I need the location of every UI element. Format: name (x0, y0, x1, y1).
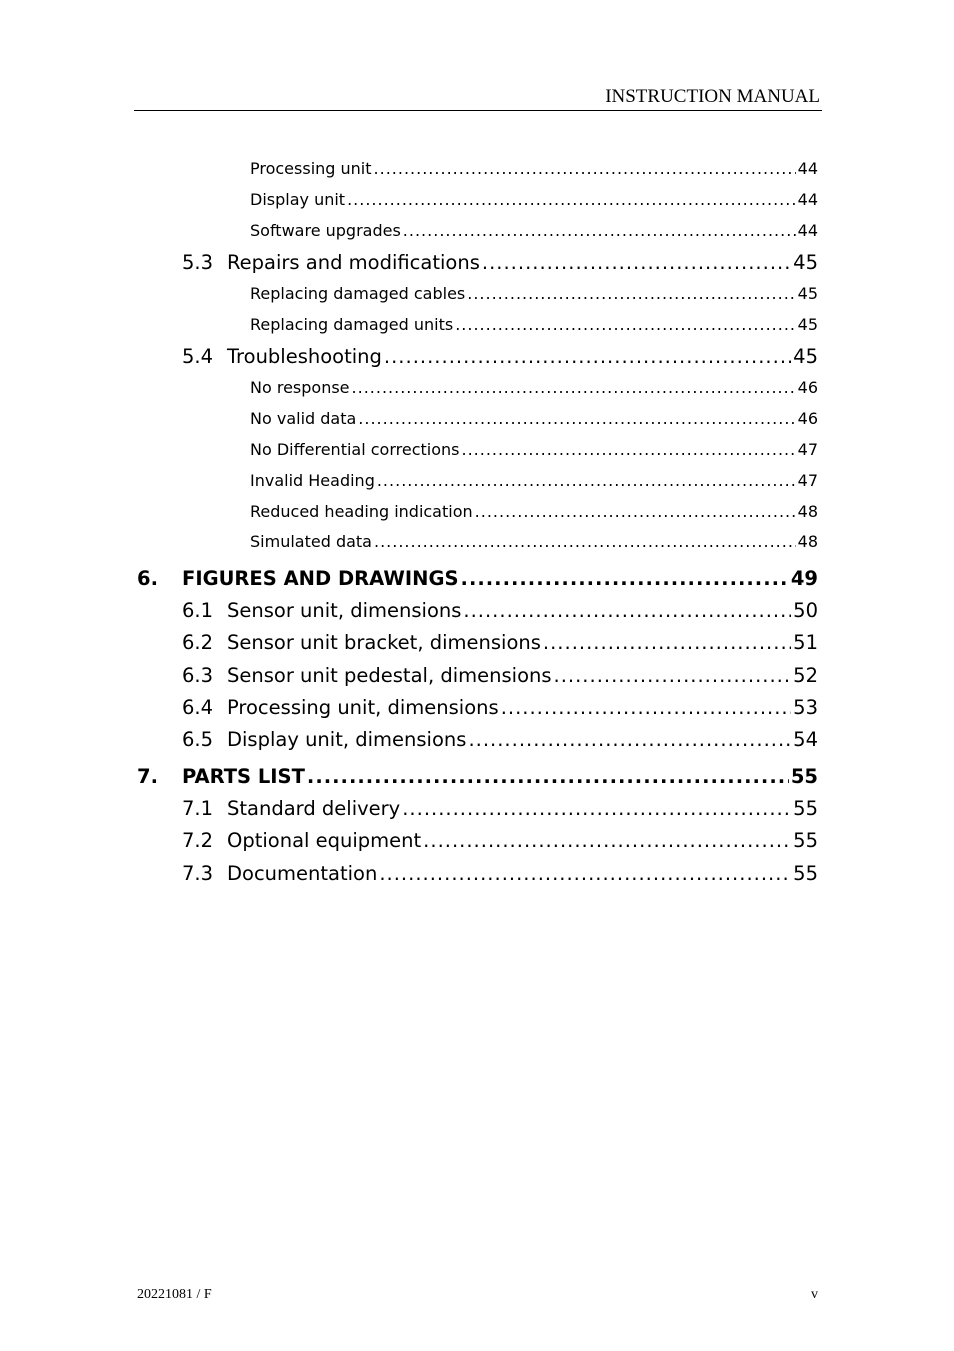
toc-entry-page: 46 (797, 378, 818, 397)
toc-entry-number: 6.2 (182, 631, 214, 654)
toc-entry[interactable] (182, 696, 818, 719)
toc-entry-page: 47 (797, 440, 818, 459)
dot-leader (377, 471, 796, 490)
dot-leader (307, 765, 789, 788)
toc-entry[interactable] (182, 251, 818, 274)
toc-entry[interactable] (250, 532, 818, 551)
toc-entry-page: 51 (793, 631, 818, 654)
dot-leader (475, 502, 796, 521)
toc-entry-page: 48 (797, 532, 818, 551)
toc-entry-number: 6.1 (182, 599, 214, 622)
dot-leader (455, 315, 795, 334)
document-number: 20221081 / F (137, 1287, 212, 1302)
toc-entry-title: Documentation (227, 862, 378, 885)
toc-entry-number: 6. (137, 567, 158, 590)
toc-entry-title: Simulated data (250, 532, 372, 551)
dot-leader (403, 221, 796, 240)
toc-entry-page: 54 (793, 728, 818, 751)
running-header: INSTRUCTION MANUAL (605, 86, 820, 107)
toc-entry-title: Reduced heading indication (250, 502, 473, 521)
toc-entry-title: Replacing damaged cables (250, 284, 466, 303)
dot-leader (374, 532, 796, 551)
dot-leader (423, 829, 791, 852)
dot-leader (352, 378, 796, 397)
dot-leader (402, 797, 791, 820)
toc-entry-title: PARTS LIST (182, 765, 305, 788)
toc-entry-number: 6.4 (182, 696, 214, 719)
dot-leader (461, 567, 789, 590)
toc-entry[interactable] (182, 829, 818, 852)
toc-entry[interactable] (250, 159, 818, 178)
dot-leader (379, 862, 791, 885)
dot-leader (463, 599, 791, 622)
toc-entry[interactable] (182, 599, 818, 622)
toc-entry-title: Repairs and modifications (227, 251, 480, 274)
dot-leader (467, 284, 795, 303)
toc-entry-page: 45 (793, 251, 818, 274)
toc-entry[interactable] (182, 728, 818, 751)
toc-entry-page: 44 (797, 159, 818, 178)
toc-entry-number: 7.1 (182, 797, 214, 820)
toc-entry-title: Software upgrades (250, 221, 401, 240)
toc-entry[interactable] (182, 631, 818, 654)
toc-entry[interactable] (250, 221, 818, 240)
toc-entry-title: No response (250, 378, 350, 397)
toc-entry-title: Processing unit, dimensions (227, 696, 499, 719)
toc-entry-title: Sensor unit, dimensions (227, 599, 462, 622)
toc-chapter-entry[interactable] (137, 567, 818, 590)
toc-entry-page: 55 (793, 862, 818, 885)
toc-entry-title: Troubleshooting (227, 345, 382, 368)
toc-entry[interactable] (250, 284, 818, 303)
dot-leader (482, 251, 791, 274)
toc-entry-title: Invalid Heading (250, 471, 375, 490)
toc-entry-page: 44 (797, 221, 818, 240)
toc-entry-page: 50 (793, 599, 818, 622)
toc-entry-number: 6.3 (182, 664, 214, 687)
toc-entry-page: 47 (797, 471, 818, 490)
toc-entry[interactable] (182, 797, 818, 820)
toc-entry-title: No valid data (250, 409, 357, 428)
toc-entry-title: Standard delivery (227, 797, 401, 820)
dot-leader (374, 159, 796, 178)
toc-entry-title: Optional equipment (227, 829, 422, 852)
toc-entry-title: Sensor unit bracket, dimensions (227, 631, 541, 654)
toc-entry[interactable] (250, 502, 818, 521)
toc-entry[interactable] (250, 190, 818, 209)
toc-entry-number: 7.3 (182, 862, 214, 885)
dot-leader (347, 190, 796, 209)
toc-chapter-entry[interactable] (137, 765, 818, 788)
toc-entry-title: Display unit (250, 190, 346, 209)
toc-entry[interactable] (182, 862, 818, 885)
toc-entry-page: 55 (790, 765, 818, 788)
toc-entry-page: 46 (797, 409, 818, 428)
toc-entry-number: 7. (137, 765, 158, 788)
toc-entry-number: 6.5 (182, 728, 214, 751)
toc-entry-page: 55 (793, 829, 818, 852)
toc-entry[interactable] (182, 345, 818, 368)
toc-entry[interactable] (250, 471, 818, 490)
toc-entry-number: 7.2 (182, 829, 214, 852)
toc-entry-page: 53 (793, 696, 818, 719)
toc-entry-page: 45 (797, 284, 818, 303)
dot-leader (358, 409, 795, 428)
toc-entry-title: Processing unit (250, 159, 372, 178)
toc-entry-page: 44 (797, 190, 818, 209)
toc-entry-title: No Differential corrections (250, 440, 460, 459)
toc-entry-title: Display unit, dimensions (227, 728, 467, 751)
dot-leader (461, 440, 795, 459)
toc-entry-page: 55 (793, 797, 818, 820)
toc-entry-title: Replacing damaged units (250, 315, 454, 334)
toc-entry-number: 5.4 (182, 345, 214, 368)
toc-entry-title: FIGURES AND DRAWINGS (182, 567, 459, 590)
dot-leader (384, 345, 791, 368)
toc-entry[interactable] (250, 315, 818, 334)
toc-entry-page: 45 (793, 345, 818, 368)
toc-entry-page: 52 (793, 664, 818, 687)
toc-entry-page: 45 (797, 315, 818, 334)
dot-leader (468, 728, 791, 751)
dot-leader (554, 664, 792, 687)
header-rule (134, 110, 822, 111)
toc-entry[interactable] (250, 378, 818, 397)
toc-entry[interactable] (182, 664, 818, 687)
toc-entry-page: 49 (790, 567, 818, 590)
toc-entry-title: Sensor unit pedestal, dimensions (227, 664, 552, 687)
toc-entry-number: 5.3 (182, 251, 214, 274)
toc-entry-page: 48 (797, 502, 818, 521)
dot-leader (543, 631, 791, 654)
toc-entry[interactable] (250, 440, 818, 459)
page-number: v (811, 1287, 818, 1302)
dot-leader (501, 696, 791, 719)
toc-entry[interactable] (250, 409, 818, 428)
